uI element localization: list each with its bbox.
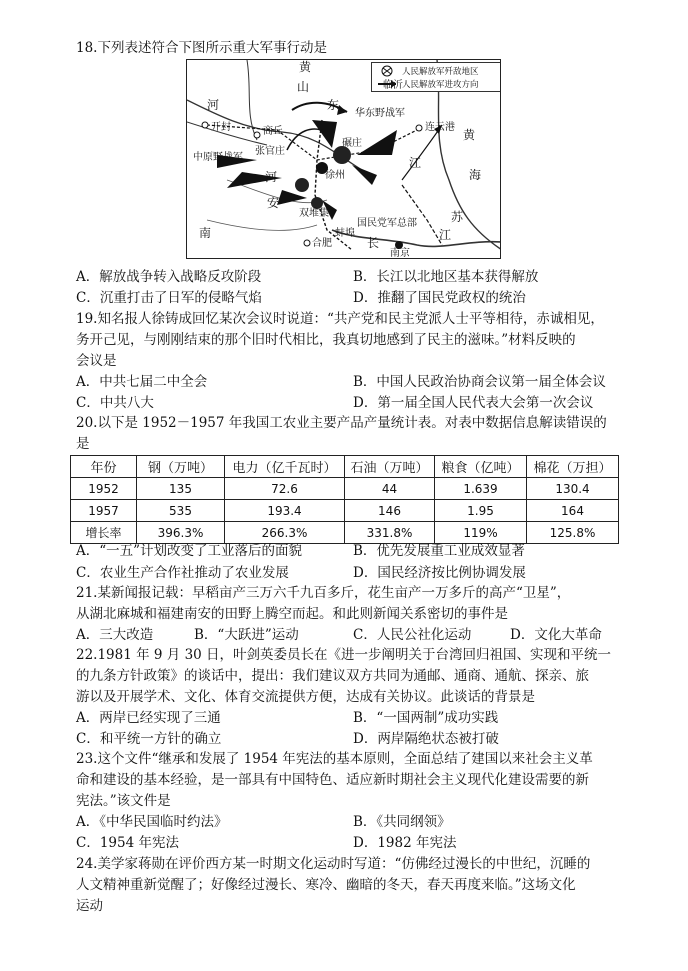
q23-option-d[interactable]: D．1982 年宪法 [353,835,457,851]
map-label-city: 徐州 [325,170,345,181]
q23-stem-line: 23.这个文件“继承和发展了 1954 年宪法的基本原则，全面总结了建国以来社会主义革 [76,751,593,767]
map-label: 江 [409,156,422,170]
table-cell: 72.6 [225,478,345,500]
map-label: 海 [469,168,482,182]
q18-stem: 18.下列表述符合下图所示重大军事行动是 [76,40,327,56]
table-row [71,478,619,500]
map-label-city: 张官庄 [255,146,285,157]
map-label-city: 南京 [390,248,410,259]
table-header: 石油（万吨） [345,456,435,478]
q24-stem-line: 运动 [76,898,103,914]
q19-stem-line: 务开己见，与刚刚结束的那个旧时代相比，我真切地感到了民主的滋味。”材料反映的 [76,332,576,348]
map-label-city: 开封 [211,122,231,133]
battle-map [186,59,501,259]
table-cell: 331.8% [345,522,435,544]
q22-stem-line: 22.1981 年 9 月 30 日，叶剑英委员长在《进一步阐明关于台湾回归祖国、实现和平统一 [76,647,612,663]
table-cell: 1952 [71,478,137,500]
table-cell: 396.3% [137,522,225,544]
q21-option-b[interactable]: B．“大跃进”运动 [194,627,299,643]
q22-stem-line: 的九条方针政策》的谈话中，提出：我们建议双方共同为通邮、通商、通航、探亲、旅 [76,668,589,684]
q19-option-a[interactable]: A．中共七届二中全会 [76,374,208,390]
q19-option-c[interactable]: C．中共八大 [76,395,154,411]
q23-option-b[interactable]: B．《共同纲领》 [353,814,451,830]
table-cell: 164 [527,500,619,522]
table-cell: 146 [345,500,435,522]
table-cell: 125.8% [527,522,619,544]
q20-stem-line: 20.以下是 1952－1957 年我国工农业主要产品产量统计表。对表中数据信息解读错误的 [76,415,607,431]
q18-option-c[interactable]: C．沉重打击了日军的侵略气焰 [76,290,262,306]
map-label-city: 商丘 [263,126,283,137]
q21-option-a[interactable]: A．三大改造 [76,627,154,643]
q22-option-a[interactable]: A．两岸已经实现了三通 [76,710,221,726]
table-cell: 193.4 [225,500,345,522]
map-label-city: 碾庄 [342,138,362,149]
q18-option-b[interactable]: B．长江以北地区基本获得解放 [353,269,539,285]
table-cell: 1957 [71,500,137,522]
map-label-hq: 国民党军总部 [357,218,417,229]
q19-stem-line: 19.知名报人徐铸成回忆某次会议时说道：“共产党和民主党派人士平等相待，赤诚相见， [76,311,604,327]
map-label: 长 [367,236,380,250]
map-label: 河 [265,170,278,184]
map-label: 南 [199,226,212,240]
table-cell: 119% [435,522,527,544]
table-cell: 135 [137,478,225,500]
q19-stem-line: 会议是 [76,353,117,369]
map-label-city: 临沂 [383,80,403,91]
q23-stem-line: 命和建设的基本经验，是一部具有中国特色、适应新时期社会主义现代化建设需要的新 [76,772,589,788]
map-label-city: 合肥 [312,238,332,249]
q23-stem-line: 宪法。”该文件是 [76,793,171,809]
map-label: 江 [439,228,452,242]
map-label-city: 蚌埠 [335,228,355,239]
q23-option-a[interactable]: A．《中华民国临时约法》 [76,814,228,830]
table-cell: 535 [137,500,225,522]
q18-option-a[interactable]: A．解放战争转入战略反攻阶段 [76,269,262,285]
production-table [70,455,619,544]
q23-option-c[interactable]: C．1954 年宪法 [76,835,179,851]
q22-stem-line: 游以及开展学术、文化、体育交流提供方便，达成有关协议。此谈话的背景是 [76,689,535,705]
map-label-city: 双堆集 [299,208,329,219]
map-label: 苏 [451,210,464,224]
q20-option-b[interactable]: B．优先发展重工业成效显著 [353,543,525,559]
table-cell: 1.639 [435,478,527,500]
q24-stem-line: 24.美学家蒋勋在评价西方某一时期文化运动时写道：“仿佛经过漫长的中世纪，沉睡的 [76,856,591,872]
table-header: 钢（万吨） [137,456,225,478]
q21-option-c[interactable]: C．人民公社化运动 [353,627,472,643]
q18-option-d[interactable]: D．推翻了国民党政权的统治 [353,290,526,306]
table-header: 粮食（亿吨） [435,456,527,478]
q21-option-d[interactable]: D．文化大革命 [510,627,602,643]
map-label-army: 中原野战军 [193,152,243,163]
table-cell: 130.4 [527,478,619,500]
q21-stem-line: 21.某新闻报记载：早稻亩产三万六千九百多斤，花生亩产一万多斤的高产“卫星”， [76,585,571,601]
table-header: 电力（亿千瓦时） [225,456,345,478]
table-cell: 1.95 [435,500,527,522]
table-row [71,500,619,522]
table-header-row [71,456,619,478]
legend-item-attack: 人民解放军进攻方向 [402,80,479,90]
table-header: 年份 [71,456,137,478]
q22-option-d[interactable]: D．两岸隔绝状态被打破 [353,731,499,747]
map-label: 东 [327,98,340,112]
q24-stem-line: 人文精神重新觉醒了；好像经过漫长、寒冷、幽暗的冬天，春天再度来临。”这场文化 [76,877,576,893]
q20-stem-line: 是 [76,436,90,452]
map-label: 山 [297,80,310,94]
q21-stem-line: 从湖北麻城和福建南安的田野上腾空而起。和此则新闻关系密切的事件是 [76,606,508,622]
map-label: 黄 [299,60,312,74]
q22-option-c[interactable]: C．和平统一方针的确立 [76,731,222,747]
table-header: 棉花（万担） [527,456,619,478]
q19-option-d[interactable]: D．第一届全国人民代表大会第一次会议 [353,395,594,411]
table-cell: 44 [345,478,435,500]
q20-option-d[interactable]: D．国民经济按比例协调发展 [353,565,526,581]
q20-option-a[interactable]: A．“一五”计划改变了工业落后的面貌 [76,543,303,559]
q22-option-b[interactable]: B．“一国两制”成功实践 [353,710,499,726]
legend-item-battle: 人民解放军歼敌地区 [402,67,479,77]
q19-option-b[interactable]: B．中国人民政治协商会议第一届全体会议 [353,374,606,390]
table-cell: 266.3% [225,522,345,544]
q20-option-c[interactable]: C．农业生产合作社推动了农业发展 [76,565,289,581]
map-label: 河 [207,98,220,112]
map-label: 黄 [463,128,476,142]
table-row [71,522,619,544]
table-cell: 增长率 [71,522,137,544]
map-label-army: 华东野战军 [355,108,405,119]
map-label-city: 连云港 [425,122,455,133]
map-label: 安 [267,196,280,210]
